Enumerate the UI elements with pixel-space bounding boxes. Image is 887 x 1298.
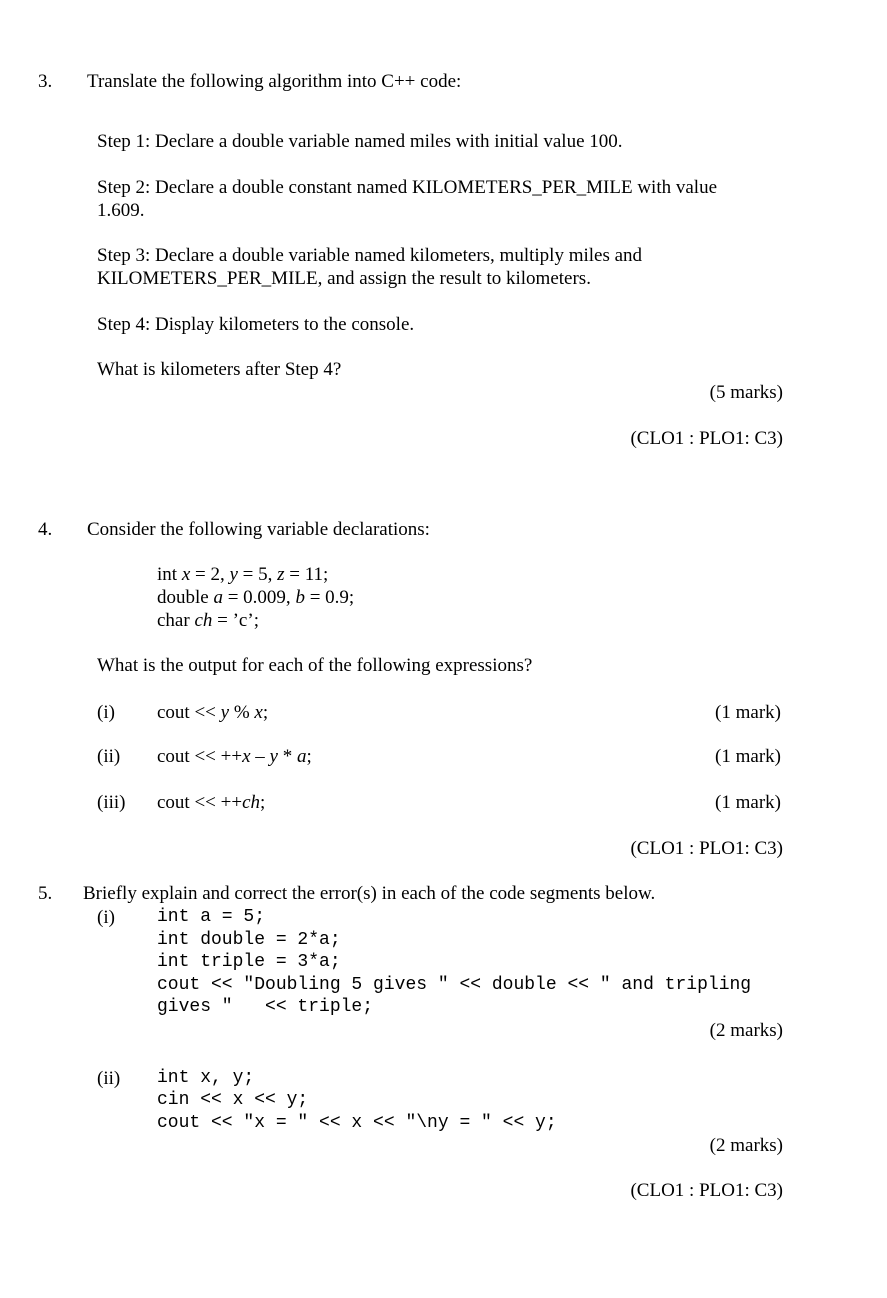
q5-part-i-label: (i): [97, 907, 115, 928]
q3-step1: Step 1: Declare a double variable named miles with initial value 100.: [97, 131, 623, 152]
q5-part-i-marks: (2 marks): [709, 1020, 783, 1041]
q3-prompt: Translate the following algorithm into C++ code:: [87, 71, 462, 92]
q4-number: 4.: [38, 519, 53, 540]
q4-decl-char: char ch = ’c’;: [157, 610, 259, 631]
q5-part-i-code-line: gives " << triple;: [157, 997, 374, 1017]
q4-clo: (CLO1 : PLO1: C3): [630, 838, 783, 859]
q5-prompt: Briefly explain and correct the error(s) in each of the code segments below.: [83, 883, 656, 904]
q3-step2-line2: 1.609.: [97, 200, 145, 221]
q5-part-ii-code-line: int x, y;: [157, 1068, 255, 1088]
q4-decl-int: int x = 2, y = 5, z = 11;: [157, 564, 329, 585]
q5-part-ii-code-line: cin << x << y;: [157, 1090, 309, 1110]
q3-question: What is kilometers after Step 4?: [97, 359, 342, 380]
q3-step3-line1: Step 3: Declare a double variable named kilometers, multiply miles and: [97, 245, 643, 266]
q4-decl-double: double a = 0.009, b = 0.9;: [157, 587, 355, 608]
q5-part-i-code-line: int double = 2*a;: [157, 930, 341, 950]
q3-number: 3.: [38, 71, 53, 92]
q4-prompt: Consider the following variable declarations:: [87, 519, 430, 540]
q5-part-i-code-line: int a = 5;: [157, 907, 266, 927]
q5-part-i-code-line: int triple = 3*a;: [157, 952, 341, 972]
q3-marks: (5 marks): [709, 382, 783, 403]
q3-clo: (CLO1 : PLO1: C3): [630, 428, 783, 449]
q5-number: 5.: [38, 883, 53, 904]
q4-item-ii-expr: cout << ++x – y * a;: [157, 746, 312, 767]
q4-item-ii-label: (ii): [97, 746, 121, 767]
q5-part-ii-marks: (2 marks): [709, 1135, 783, 1156]
q5-clo: (CLO1 : PLO1: C3): [630, 1180, 783, 1201]
q5-part-i-code-line: cout << "Doubling 5 gives " << double << " and tripling: [157, 975, 752, 995]
q4-item-iii-marks: (1 mark): [715, 792, 781, 813]
q4-item-i-expr: cout << y % x;: [157, 702, 269, 723]
q4-item-ii-marks: (1 mark): [715, 746, 781, 767]
q3-step4: Step 4: Display kilometers to the console.: [97, 314, 415, 335]
q4-question: What is the output for each of the following expressions?: [97, 655, 533, 676]
q4-item-iii-label: (iii): [97, 792, 126, 813]
q5-part-ii-code-line: cout << "x = " << x << "\ny = " << y;: [157, 1113, 557, 1133]
q3-step3-line2: KILOMETERS_PER_MILE, and assign the result to kilometers.: [97, 268, 591, 289]
q4-item-i-marks: (1 mark): [715, 702, 781, 723]
q4-item-i-label: (i): [97, 702, 115, 723]
q3-step2-line1: Step 2: Declare a double constant named KILOMETERS_PER_MILE with value: [97, 177, 718, 198]
q4-item-iii-expr: cout << ++ch;: [157, 792, 266, 813]
q5-part-ii-label: (ii): [97, 1068, 121, 1089]
